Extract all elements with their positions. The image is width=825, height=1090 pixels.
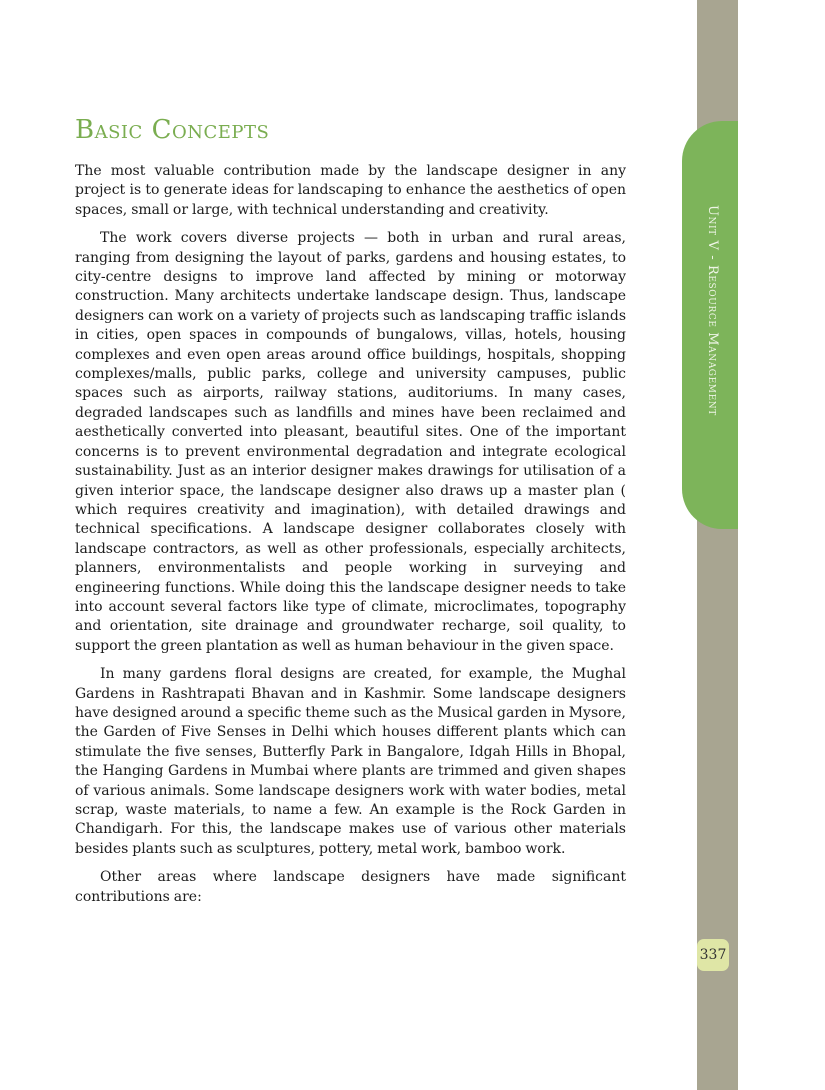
paragraph-gardens: In many gardens floral designs are created, for example, the Mughal Gardens in Rashtrapati Bhavan and in Kashmir. Some landscape designers have designed around a specific theme such as the Musical garden in Mysore, the Garden of Five Senses in Delhi which houses different plants which can stimulate the five senses, Butterfly Park in Bangalore, Idgah Hills in Bhopal, the Hanging Gardens in Mumbai where plants are trimmed and given shapes of various animals. Some landscape designers work with water bodies, metal scrap, waste materials, to name a few. An example is the Rock Garden in Chandigarh. For this, the landscape makes use of various other materials besides plants such as sculptures, pottery, metal work, bamboo work. — [75, 666, 626, 857]
paragraph-work: The work covers diverse projects — both in urban and rural areas, ranging from designing the layout of parks, gardens and housing estates, to city-centre designs to improve land affected by mining or motorway construction. Many architects undertake landscape design. Thus, landscape designers can work on a variety of projects such as landscaping traffic islands in cities, open spaces in compounds of bungalows, villas, hotels, housing complexes and even open areas around office buildings, hospitals, shopping complexes/malls, public parks, college and university campuses, public spaces such as airports, railway stations, auditoriums. In many cases, degraded landscapes such as landfills and mines have been reclaimed and aesthetically converted into pleasant, beautiful sites. One of the important concerns is to prevent environmental degradation and integrate ecological sustainability. Just as an interior designer makes drawings for utilisation of a given interior space, the landscape designer also draws up a master plan ( which requires creativity and imagination), with detailed drawings and technical specifications. A landscape designer collaborates closely with landscape contractors, as well as other professionals, especially architects, planners, environmentalists and people working in surveying and engineering functions. While doing this the landscape designer needs to take into account several factors like type of climate, microclimates, topography and orientation, site drainage and groundwater recharge, soil quality, to support the green plantation as well as human behaviour in the given space. — [75, 230, 626, 654]
unit-label: Unit V - Resource Management — [705, 205, 720, 416]
page-number: 337 — [697, 939, 729, 971]
main-content — [75, 110, 626, 916]
paragraph-other-areas: Other areas where landscape designers have made significant contributions are: — [75, 869, 626, 905]
paragraph-intro: The most valuable contribution made by the landscape designer in any project is to generate ideas for landscaping to enhance the aesthetics of open spaces, small or large, with technical understanding and creativity. — [75, 163, 626, 218]
section-heading: Basic Concepts — [75, 115, 270, 145]
